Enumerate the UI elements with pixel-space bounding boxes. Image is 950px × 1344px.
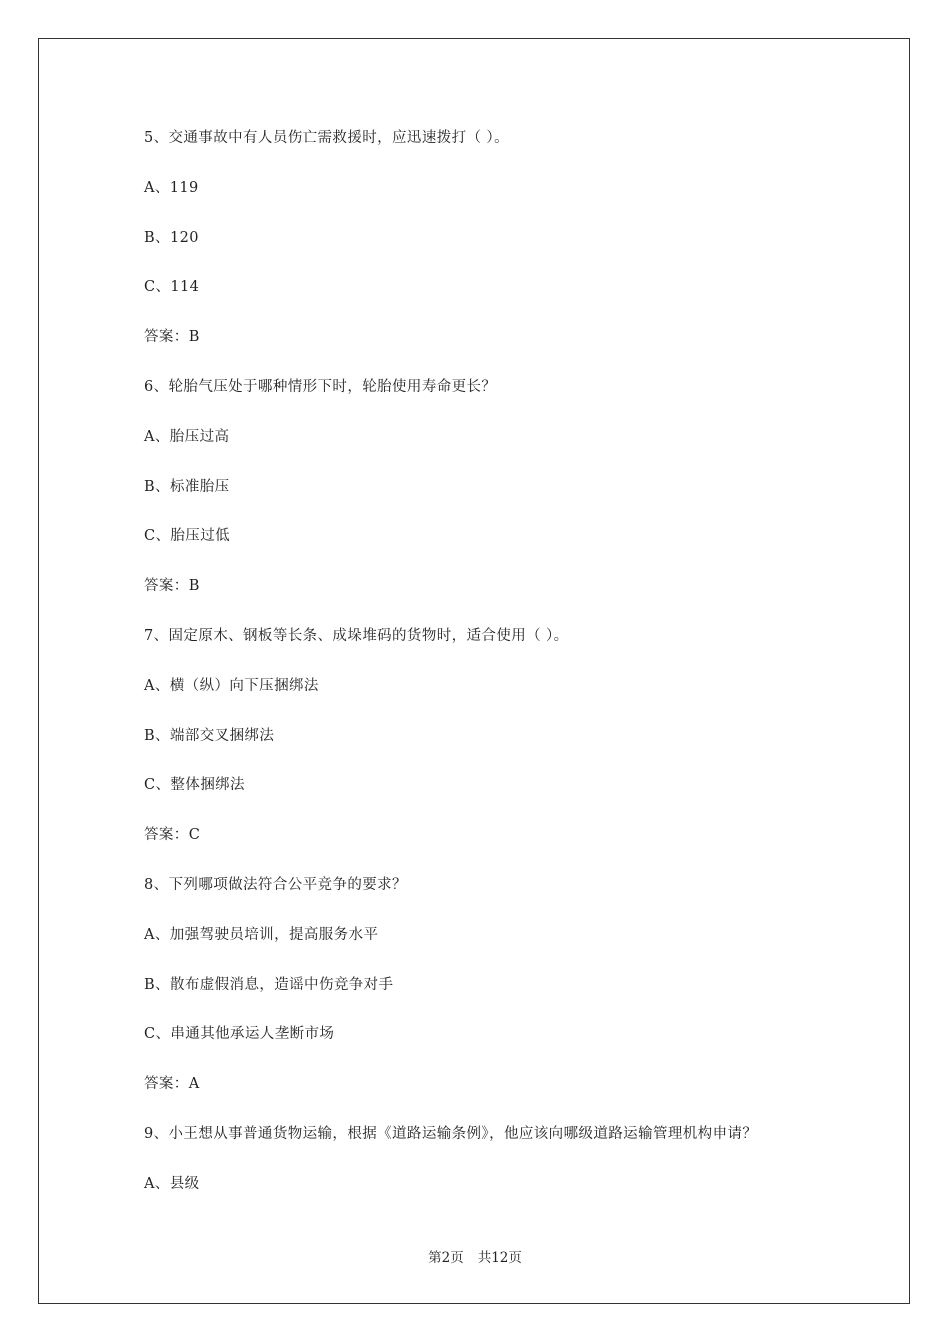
option-b: B、端部交叉捆绑法 (144, 727, 275, 744)
question-text: 5、交通事故中有人员伤亡需救援时，应迅速拨打（ ）。 (144, 130, 509, 146)
page-footer (0, 1246, 950, 1266)
question-text: 9、小王想从事普通货物运输，根据《道路运输条例》，他应该向哪级道路运输管理机构申请？ (144, 1125, 758, 1142)
answer-text: 答案：C (144, 827, 201, 844)
question-text: 7、固定原木、钢板等长条、成垛堆码的货物时，适合使用（ ）。 (144, 627, 569, 644)
current-page-number: 第2页 (428, 1250, 464, 1266)
option-c: C、114 (144, 279, 200, 296)
option-a: A、胎压过高 (144, 428, 230, 445)
option-b: B、标准胎压 (144, 478, 230, 495)
total-pages: 共12页 (477, 1250, 522, 1266)
option-a: A、119 (144, 179, 199, 196)
option-a: A、加强驾驶员培训，提高服务水平 (144, 926, 379, 943)
exam-content (144, 126, 864, 1222)
answer-text: 答案：B (144, 578, 200, 595)
question-text: 8、下列哪项做法符合公平竞争的要求？ (144, 876, 407, 893)
option-b: B、散布虚假消息，造谣中伤竞争对手 (144, 976, 394, 993)
question-text: 6、轮胎气压处于哪种情形下时，轮胎使用寿命更长？ (144, 378, 497, 395)
option-a: A、横（纵）向下压捆绑法 (144, 677, 319, 694)
option-a: A、县级 (144, 1175, 200, 1192)
option-b: B、120 (144, 229, 199, 246)
answer-text: 答案：B (144, 329, 200, 346)
answer-text: 答案：A (144, 1076, 200, 1093)
option-c: C、胎压过低 (144, 528, 230, 545)
option-c: C、整体捆绑法 (144, 777, 245, 794)
option-c: C、串通其他承运人垄断市场 (144, 1026, 335, 1043)
